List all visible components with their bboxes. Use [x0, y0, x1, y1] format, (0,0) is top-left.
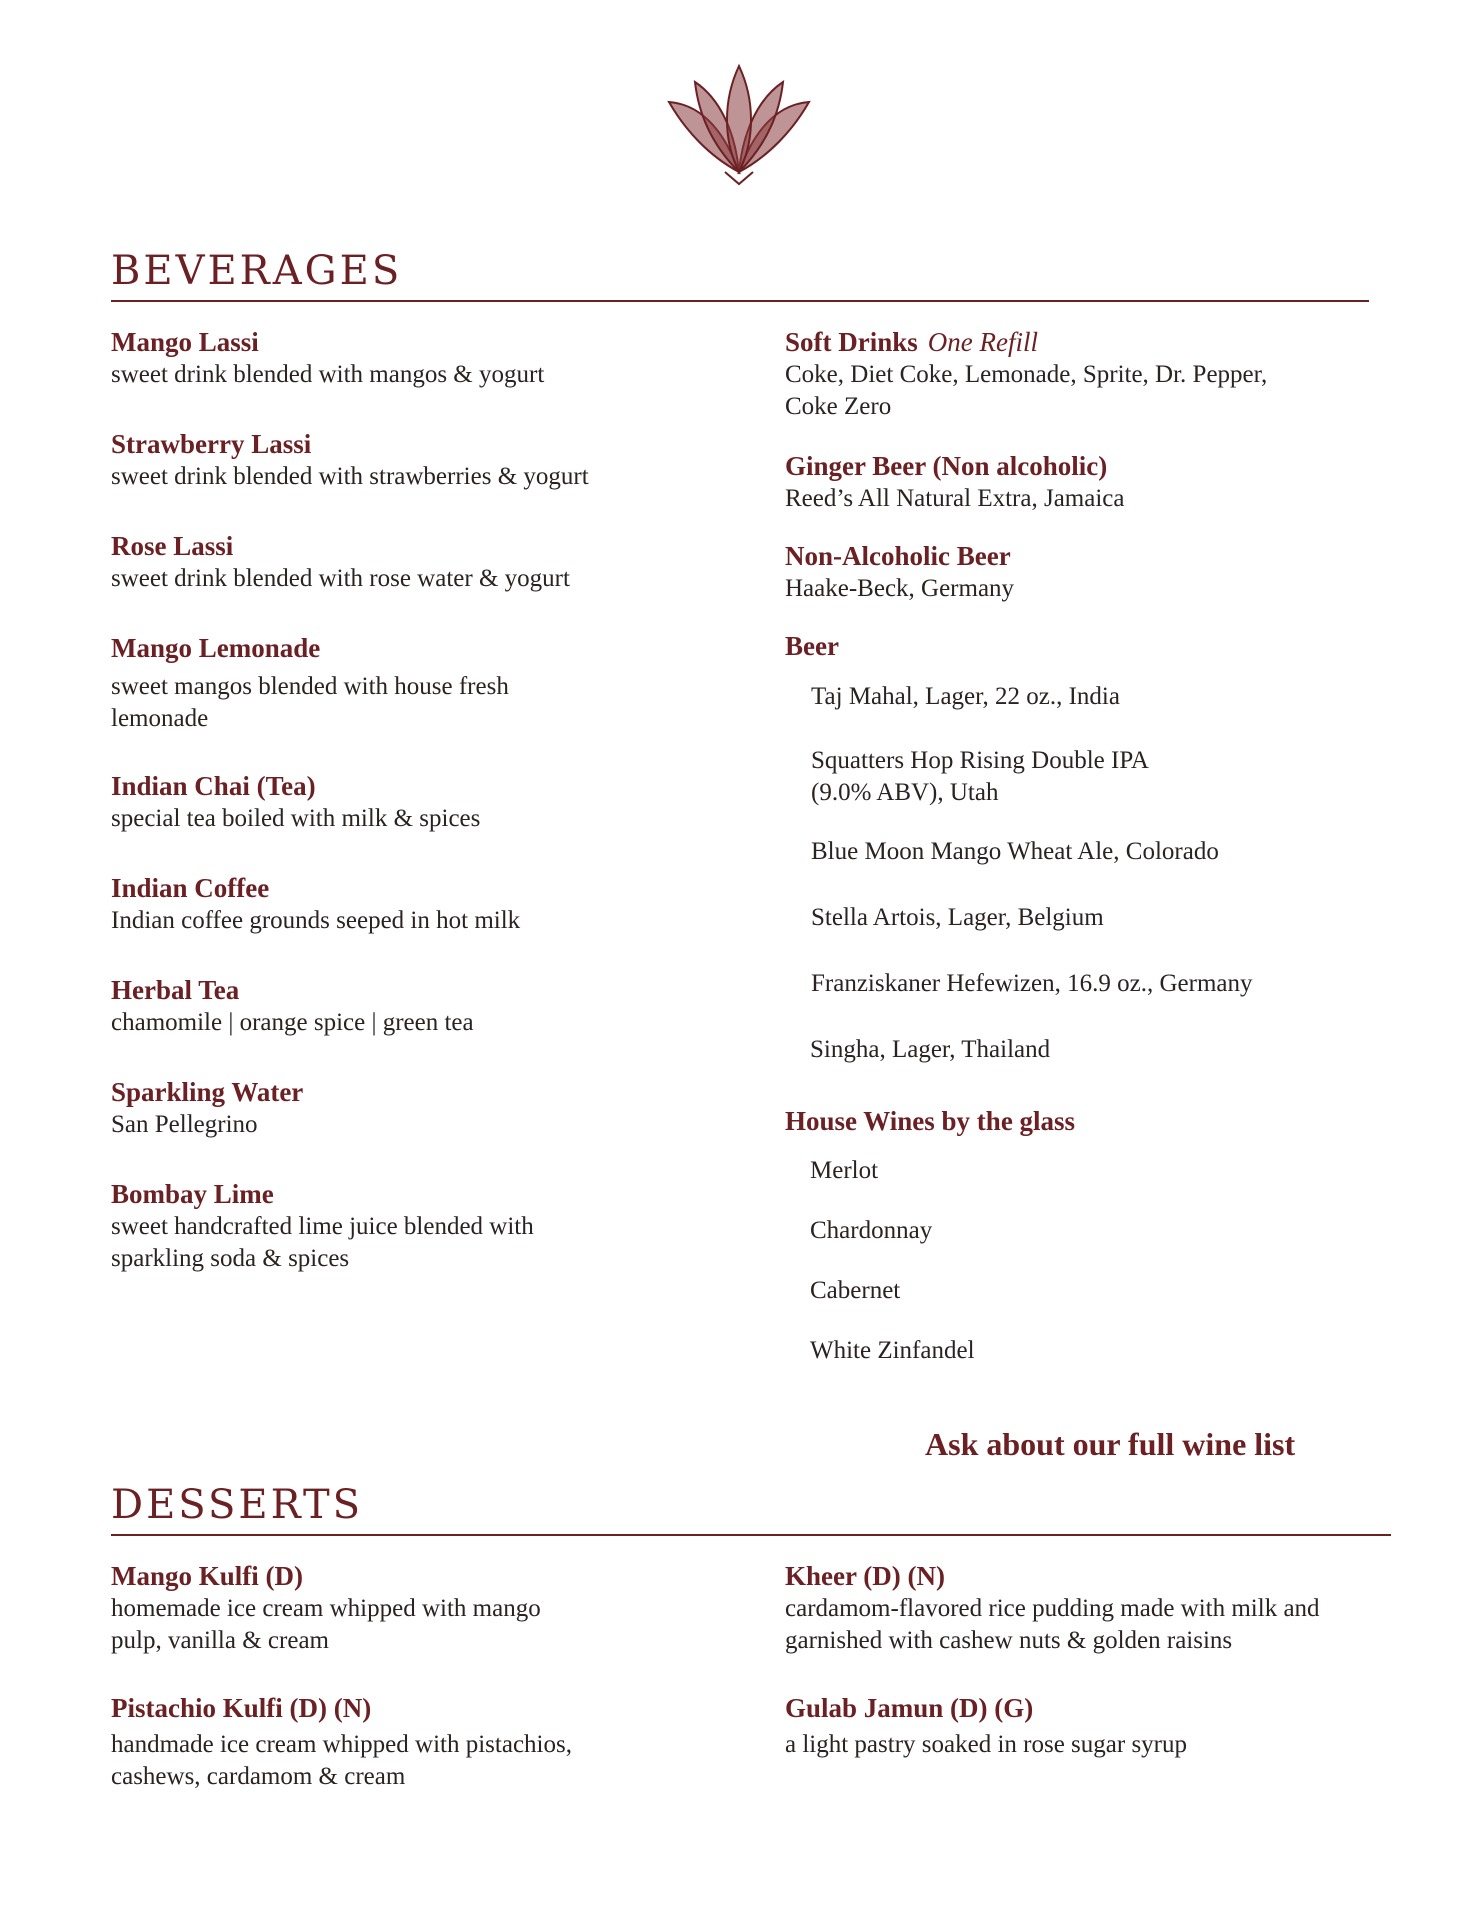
- beverages-title: BEVERAGES: [111, 248, 403, 294]
- wine-item: White Zinfandel: [810, 1337, 975, 1364]
- beer-item: Blue Moon Mango Wheat Ale, Colorado: [811, 838, 1219, 865]
- item-desc: special tea boiled with milk & spices: [111, 805, 481, 832]
- item-name: Mango Lassi: [111, 327, 259, 357]
- menu-item-ginger-beer: [785, 450, 1345, 515]
- item-desc: sweet drink blended with mangos & yogurt: [111, 361, 545, 388]
- item-name: House Wines by the glass: [785, 1106, 1076, 1136]
- lotus-logo-icon: [665, 60, 813, 186]
- item-name: Mango Lemonade: [111, 633, 321, 663]
- item-desc: sweet mangos blended with house fresh lemonade: [111, 673, 509, 732]
- item-name: Indian Chai (Tea): [111, 771, 316, 801]
- item-desc: Reed’s All Natural Extra, Jamaica: [785, 485, 1125, 512]
- wine-item: Merlot: [810, 1157, 879, 1184]
- wine-item: Cabernet: [810, 1277, 901, 1304]
- beer-item: Franziskaner Hefewizen, 16.9 oz., Germany: [811, 970, 1253, 997]
- item-name: [785, 326, 1325, 359]
- item-name: Sparkling Water: [111, 1077, 304, 1107]
- item-desc: sweet handcrafted lime juice blended with sparkling soda & spices: [111, 1213, 534, 1272]
- soft-drinks-name: Soft Drinks: [785, 327, 918, 357]
- menu-item-house-wines: [785, 1105, 1345, 1138]
- beer-item: Stella Artois, Lager, Belgium: [811, 904, 1104, 931]
- item-name: Indian Coffee: [111, 873, 270, 903]
- item-desc: handmade ice cream whipped with pistachios, cashews, cardamom & cream: [111, 1731, 572, 1790]
- item-name: Bombay Lime: [111, 1179, 274, 1209]
- menu-item: [111, 1076, 671, 1141]
- menu-item: [111, 770, 671, 835]
- menu-item: [111, 1560, 591, 1657]
- menu-item: [785, 1560, 1345, 1657]
- menu-item: [111, 1178, 591, 1275]
- menu-item: [111, 326, 671, 391]
- item-desc: homemade ice cream whipped with mango pulp, vanilla & cream: [111, 1595, 541, 1654]
- wine-item: Chardonnay: [810, 1217, 933, 1244]
- item-name: Non-Alcoholic Beer: [785, 541, 1011, 571]
- item-desc: cardamom-flavored rice pudding made with milk and garnished with cashew nuts & golden raisins: [785, 1595, 1320, 1654]
- beer-item: Singha, Lager, Thailand: [810, 1036, 1051, 1063]
- item-name: Beer: [785, 631, 839, 661]
- item-desc: sweet drink blended with strawberries & yogurt: [111, 463, 589, 490]
- menu-item-na-beer: [785, 540, 1345, 605]
- menu-item: [111, 632, 571, 735]
- menu-item: [111, 1692, 631, 1793]
- item-desc: a light pastry soaked in rose sugar syrup: [785, 1731, 1188, 1758]
- wine-list-note: Ask about our full wine list: [925, 1426, 1296, 1462]
- menu-item: [111, 428, 671, 493]
- menu-item: [111, 872, 671, 937]
- soft-drinks-note: One Refill: [927, 327, 1038, 357]
- item-desc: Coke, Diet Coke, Lemonade, Sprite, Dr. Pepper, Coke Zero: [785, 361, 1268, 420]
- beverages-divider: [111, 300, 1369, 302]
- menu-item: [111, 974, 671, 1039]
- item-name: Gulab Jamun (D) (G): [785, 1693, 1034, 1723]
- item-name: Mango Kulfi (D): [111, 1561, 303, 1591]
- desserts-title: DESSERTS: [111, 1482, 364, 1528]
- item-name: Kheer (D) (N): [785, 1561, 945, 1591]
- menu-item-beer: [785, 630, 1345, 663]
- item-desc: Indian coffee grounds seeped in hot milk: [111, 907, 521, 934]
- menu-item-soft-drinks: [785, 326, 1325, 423]
- item-name: Herbal Tea: [111, 975, 240, 1005]
- item-desc: sweet drink blended with rose water & yogurt: [111, 565, 570, 592]
- item-desc: chamomile | orange spice | green tea: [111, 1009, 474, 1036]
- desserts-divider: [111, 1534, 1391, 1536]
- menu-item: [785, 1692, 1345, 1761]
- item-name: Rose Lassi: [111, 531, 234, 561]
- beer-item: Taj Mahal, Lager, 22 oz., India: [811, 683, 1120, 710]
- beer-item: Squatters Hop Rising Double IPA (9.0% ABV), Utah: [811, 747, 1148, 806]
- item-desc: Haake-Beck, Germany: [785, 575, 1015, 602]
- item-name: Strawberry Lassi: [111, 429, 312, 459]
- item-name: Pistachio Kulfi (D) (N): [111, 1693, 372, 1723]
- menu-item: [111, 530, 671, 595]
- item-desc: San Pellegrino: [111, 1111, 258, 1138]
- item-name: Ginger Beer (Non alcoholic): [785, 451, 1108, 481]
